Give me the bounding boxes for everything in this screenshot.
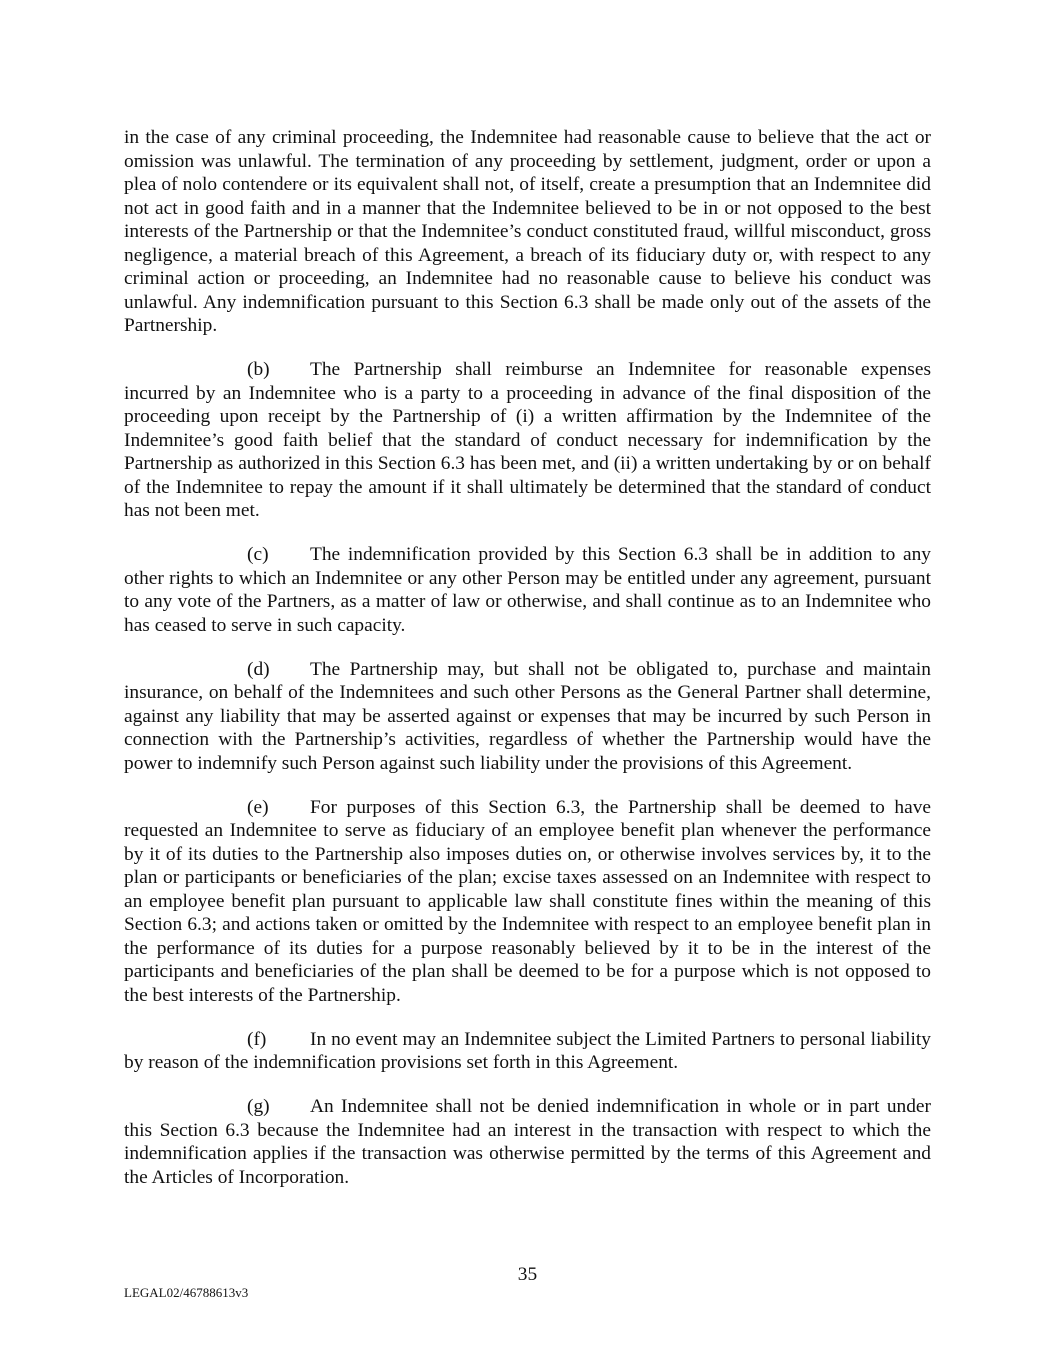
paragraph-text: The Partnership may, but shall not be obligated to, purchase and maintain insurance, on behalf of the Indemnitees and such other Persons as the General Partner shall determine, against any liability that may be asserted against or expenses that may be incurred by such Person in connection with the Partnership’s activities, regardless of whether the Partnership would have the power to indemnify such Person against such liability under the provisions of this Agreement. <box>124 658 931 774</box>
paragraph-g <box>124 1095 931 1189</box>
paragraph-text: The indemnification provided by this Section 6.3 shall be in addition to any other rights to which an Indemnitee or any other Person may be entitled under any agreement, pursuant to any vote of the Partners, as a matter of law or otherwise, and shall continue as to an Indemnitee who has ceased to serve in such capacity. <box>124 544 931 636</box>
paragraph-f <box>124 1028 931 1075</box>
page-number: 35 <box>517 1264 538 1285</box>
document-id: LEGAL02/46788613v3 <box>124 1285 249 1300</box>
paragraph-e <box>124 796 931 1008</box>
continuation-paragraph: in the case of any criminal proceeding, the Indemnitee had reasonable cause to believe that the act or omission was unlawful. The termination of any proceeding by settlement, judgment, order or upon a plea of nolo contendere or its equivalent shall not, of itself, create a presumption that an Indemnitee did not act in good faith and in a manner that the Indemnitee believed to be in or not opposed to the best interests of the Partnership or that the Indemnitee’s conduct constituted fraud, willful misconduct, gross negligence, a material breach of this Agreement, a breach of its fiduciary duty or, with respect to any criminal action or proceeding, an Indemnitee had no reasonable cause to believe his conduct was unlawful. Any indemnification pursuant to this Section 6.3 shall be made only out of the assets of the Partnership. <box>124 127 931 336</box>
paragraph-label: (b) <box>247 359 270 380</box>
paragraph-label: (c) <box>247 544 269 565</box>
paragraph-text: In no event may an Indemnitee subject the Limited Partners to personal liability by reason of the indemnification provisions set forth in this Agreement. <box>124 1028 931 1073</box>
paragraph-text: An Indemnitee shall not be denied indemnification in whole or in part under this Section 6.3 because the Indemnitee had an interest in the transaction with respect to which the indemnification applies if the transaction was otherwise permitted by the terms of this Agreement and the Articles of Incorporation. <box>124 1096 931 1188</box>
paragraph-label: (e) <box>247 796 269 818</box>
paragraph-c <box>124 543 931 637</box>
paragraph-b <box>124 358 931 523</box>
paragraph-label: (f) <box>247 1028 267 1050</box>
document-body <box>124 126 931 1210</box>
paragraph-text: For purposes of this Section 6.3, the Partnership shall be deemed to have requested an Indemnitee to serve as fiduciary of an employee benefit plan whenever the performance by it of its duties to the Partnership also imposes duties on, or otherwise involves services by, it to the plan or participants or beneficiaries of the plan; excise taxes assessed on an Indemnitee with respect to an employee benefit plan pursuant to applicable law shall constitute fines within the meaning of this Section 6.3; and actions taken or omitted by the Indemnitee with respect to an employee benefit plan in the performance of its duties for a purpose reasonably believed by it to be in the interest of the participants and beneficiaries of the plan shall be deemed to be for a purpose which is not opposed to the best interests of the Partnership. <box>124 796 931 1006</box>
paragraph-text: The Partnership shall reimburse an Indemnitee for reasonable expenses incurred by an Indemnitee who is a party to a proceeding in advance of the final disposition of the proceeding upon receipt by the Partnership of (i) a written affirmation by the Indemnitee of the Indemnitee’s good faith belief that the standard of conduct necessary for indemnification by the Partnership as authorized in this Section 6.3 has been met, and (ii) a written undertaking by or on behalf of the Indemnitee to repay the amount if it shall ultimately be determined that the standard of conduct has not been met. <box>124 359 931 521</box>
paragraph-label: (d) <box>247 658 270 680</box>
paragraph-label: (g) <box>247 1096 270 1117</box>
paragraph-d <box>124 658 931 776</box>
